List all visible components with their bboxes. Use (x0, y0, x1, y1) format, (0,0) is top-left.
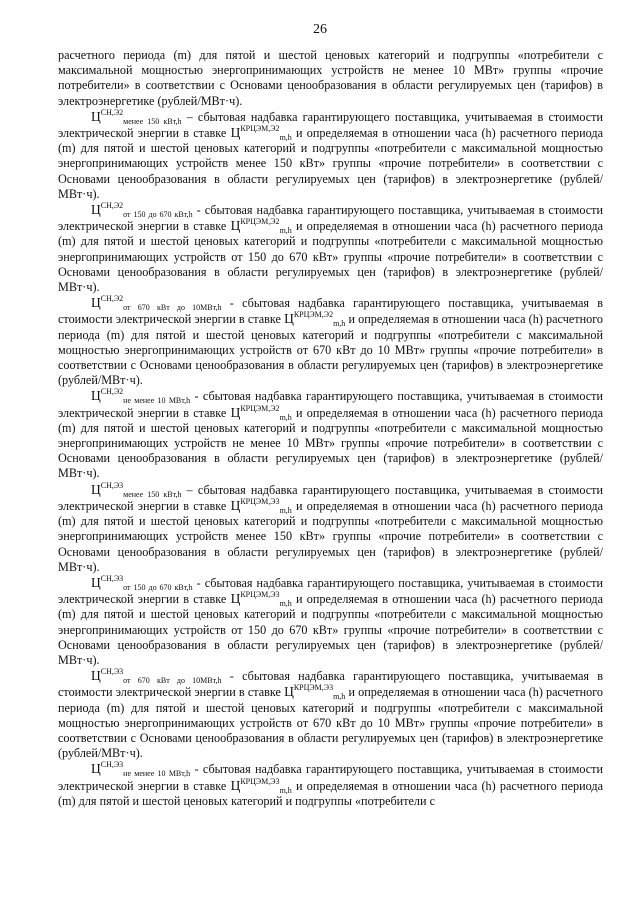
rate-symbol-superscript: КРЦЭМ,Э3 (240, 776, 280, 786)
rate-symbol-superscript: КРЦЭМ,Э2 (240, 403, 280, 413)
definition-text: и определяемая в отношении часа (h) расчетного периода (m) для пятой и шестой ценовых категорий и подгруппы «потребители с максимальной мощностью энергопринимающих устройств менее 150 кВт» группы «прочие потребители» в соответствии с Основами ценообразования в области регулируемых цен (тарифов) в электроэнергетике (рублей/МВт·ч). (58, 498, 603, 574)
definition-paragraph (58, 388, 603, 481)
markup-symbol-superscript: СН,Э3 (100, 480, 124, 490)
definition-paragraph (58, 202, 603, 295)
definition-text: и определяемая в отношении часа (h) расчетного периода (m) для пятой и шестой ценовых категорий и подгруппы «потребители с максимальной мощностью энергопринимающих устройств от 670 кВт до 10 МВт» группы «прочие потребители» в соответствии с Основами ценообразования в области регулируемых цен (тарифов) в электроэнергетике (рублей/МВт·ч). (58, 312, 603, 388)
rate-symbol-superscript: КРЦЭМ,Э3 (240, 590, 280, 600)
markup-symbol-base: Ц (91, 202, 101, 218)
markup-symbol-subscript: менее 150 кВт,h (123, 116, 182, 126)
rate-symbol-base: Ц (230, 125, 241, 141)
page-content (58, 48, 603, 809)
rate-symbol (230, 403, 292, 422)
continued-paragraph: расчетного периода (m) для пятой и шестой ценовых категорий и подгруппы «потребители с максимальной мощностью энергопринимающих устройств не менее 10 МВт» группы «прочие потребители» в соответствии с Основами ценообразования в области регулируемых цен (тарифов) в электроэнергетике (рублей/МВт·ч). (58, 48, 603, 108)
rate-symbol-superscript: КРЦЭМ,Э2 (240, 217, 280, 227)
rate-symbol-subscript: m,h (279, 599, 292, 609)
rate-symbol-base: Ц (230, 497, 241, 513)
rate-symbol (230, 496, 292, 515)
rate-symbol-superscript: КРЦЭМ,Э3 (240, 496, 280, 506)
rate-symbol-superscript: КРЦЭМ,Э2 (240, 124, 280, 134)
rate-symbol (230, 590, 292, 609)
rate-symbol-subscript: m,h (279, 412, 292, 422)
rate-symbol-subscript: m,h (279, 226, 292, 236)
markup-symbol (91, 573, 193, 592)
page-number: 26 (313, 22, 327, 37)
rate-symbol-superscript: КРЦЭМ,Э3 (293, 683, 334, 693)
markup-symbol-subscript: не менее 10 МВт,h (123, 396, 191, 406)
definition-paragraph (58, 109, 603, 202)
markup-symbol (91, 294, 222, 313)
markup-symbol-superscript: СН,Э3 (100, 667, 124, 677)
markup-symbol (91, 480, 182, 499)
definition-paragraph (58, 482, 603, 575)
rate-symbol-base: Ц (230, 218, 241, 234)
markup-symbol-base: Ц (91, 574, 101, 590)
rate-symbol-superscript: КРЦЭМ,Э2 (293, 310, 334, 320)
rate-symbol-subscript: m,h (333, 692, 346, 702)
rate-symbol-subscript: m,h (333, 319, 346, 329)
definition-text: - сбытовая надбавка гарантирующего поставщика, учитываемая в стоимости электрической энергии в ставке (58, 669, 603, 700)
markup-symbol-superscript: СН,Э2 (100, 107, 124, 117)
rate-symbol (230, 124, 292, 143)
markup-symbol-base: Ц (91, 388, 101, 404)
definition-text: и определяемая в отношении часа (h) расчетного периода (m) для пятой и шестой ценовых категорий и подгруппы «потребители с максимальной мощностью энергопринимающих устройств менее 150 кВт» группы «прочие потребители» в соответствии с Основами ценообразования в области регулируемых цен (тарифов) в электроэнергетике (рублей/МВт·ч). (58, 126, 603, 201)
markup-symbol-base: Ц (91, 761, 101, 777)
rate-symbol-base: Ц (230, 404, 241, 420)
definition-text: – сбытовая надбавка гарантирующего поставщика, учитываемая в стоимости электрической энергии в ставке (58, 109, 603, 141)
rate-symbol-base: Ц (284, 684, 294, 700)
definition-text: и определяемая в отношении часа (h) расчетного периода (m) для пятой и шестой ценовых категорий и подгруппы «потребители с максимальной мощностью энергопринимающих устройств от 670 кВт до 10 МВт» группы «прочие потребители» в соответствии с Основами ценообразования в области регулируемых цен (тарифов) в электроэнергетике (рублей/МВт·ч). (58, 685, 603, 761)
rate-symbol (284, 310, 346, 329)
definition-paragraph (58, 761, 603, 809)
markup-symbol-base: Ц (91, 108, 101, 124)
definition-paragraph (58, 668, 603, 761)
definition-paragraph (58, 575, 603, 668)
markup-symbol-subscript: не менее 10 МВт,h (123, 769, 191, 779)
rate-symbol-base: Ц (230, 777, 241, 793)
rate-symbol-subscript: m,h (279, 785, 292, 795)
markup-symbol-superscript: СН,Э2 (100, 294, 124, 304)
markup-symbol-subscript: от 150 до 670 кВт,h (123, 582, 193, 592)
definitions-list (58, 109, 603, 809)
definition-text: и определяемая в отношении часа (h) расчетного периода (m) для пятой и шестой ценовых категорий и подгруппы «потребители с максимальной мощностью энергопринимающих устройств не менее 10 МВт» группы «прочие потребители» в соответствии с Основами ценообразования в области регулируемых цен (тарифов) в электроэнергетике (рублей/МВт·ч). (58, 405, 603, 481)
markup-symbol-base: Ц (91, 295, 101, 311)
definition-text: - сбытовая надбавка гарантирующего поставщика, учитываемая в стоимости электрической энергии в ставке (58, 203, 603, 234)
markup-symbol-superscript: СН,Э2 (100, 201, 124, 211)
rate-symbol (230, 776, 292, 795)
definition-text: - сбытовая надбавка гарантирующего поставщика, учитываемая в стоимости электрической энергии в ставке (58, 389, 603, 420)
markup-symbol (91, 760, 191, 779)
definition-text: - сбытовая надбавка гарантирующего поставщика, учитываемая в стоимости электрической энергии в ставке (58, 762, 603, 793)
markup-symbol-base: Ц (91, 481, 101, 497)
markup-symbol-superscript: СН,Э3 (100, 760, 124, 770)
markup-symbol-subscript: от 670 кВт до 10МВт,h (123, 676, 222, 686)
markup-symbol-subscript: от 150 до 670 кВт,h (123, 210, 193, 220)
rate-symbol (230, 217, 292, 236)
definition-text: - сбытовая надбавка гарантирующего поставщика, учитываемая в стоимости электрической энергии в ставке (58, 296, 603, 327)
rate-symbol (284, 683, 346, 702)
markup-symbol-subscript: менее 150 кВт,h (123, 489, 182, 499)
definition-text: и определяемая в отношении часа (h) расчетного периода (m) для пятой и шестой ценовых категорий и подгруппы «потребители с (58, 778, 603, 808)
definition-paragraph (58, 295, 603, 388)
rate-symbol-subscript: m,h (279, 505, 292, 515)
markup-symbol (91, 107, 182, 126)
rate-symbol-base: Ц (230, 591, 241, 607)
markup-symbol (91, 201, 193, 220)
markup-symbol-superscript: СН,Э2 (100, 387, 124, 397)
markup-symbol (91, 387, 191, 406)
rate-symbol-base: Ц (284, 311, 294, 327)
markup-symbol-superscript: СН,Э3 (100, 573, 124, 583)
definition-text: – сбытовая надбавка гарантирующего поставщика, учитываемая в стоимости электрической энергии в ставке (58, 482, 603, 513)
definition-text: и определяемая в отношении часа (h) расчетного периода (m) для пятой и шестой ценовых категорий и подгруппы «потребители с максимальной мощностью энергопринимающих устройств от 150 до 670 кВт» группы «прочие потребители» в соответствии с Основами ценообразования в области регулируемых цен (тарифов) в электроэнергетике (рублей/МВт·ч). (58, 219, 603, 295)
markup-symbol-subscript: от 670 кВт до 10МВт,h (123, 303, 222, 313)
definition-text: - сбытовая надбавка гарантирующего поставщика, учитываемая в стоимости электрической энергии в ставке (58, 575, 603, 607)
markup-symbol (91, 667, 222, 686)
markup-symbol-base: Ц (91, 668, 101, 684)
definition-text: и определяемая в отношении часа (h) расчетного периода (m) для пятой и шестой ценовых категорий и подгруппы «потребители с максимальной мощностью энергопринимающих устройств от 150 до 670 кВт» группы «прочие потребители» в соответствии с Основами ценообразования в области регулируемых цен (тарифов) в электроэнергетике (рублей/МВт·ч). (58, 592, 603, 667)
rate-symbol-subscript: m,h (279, 133, 292, 143)
